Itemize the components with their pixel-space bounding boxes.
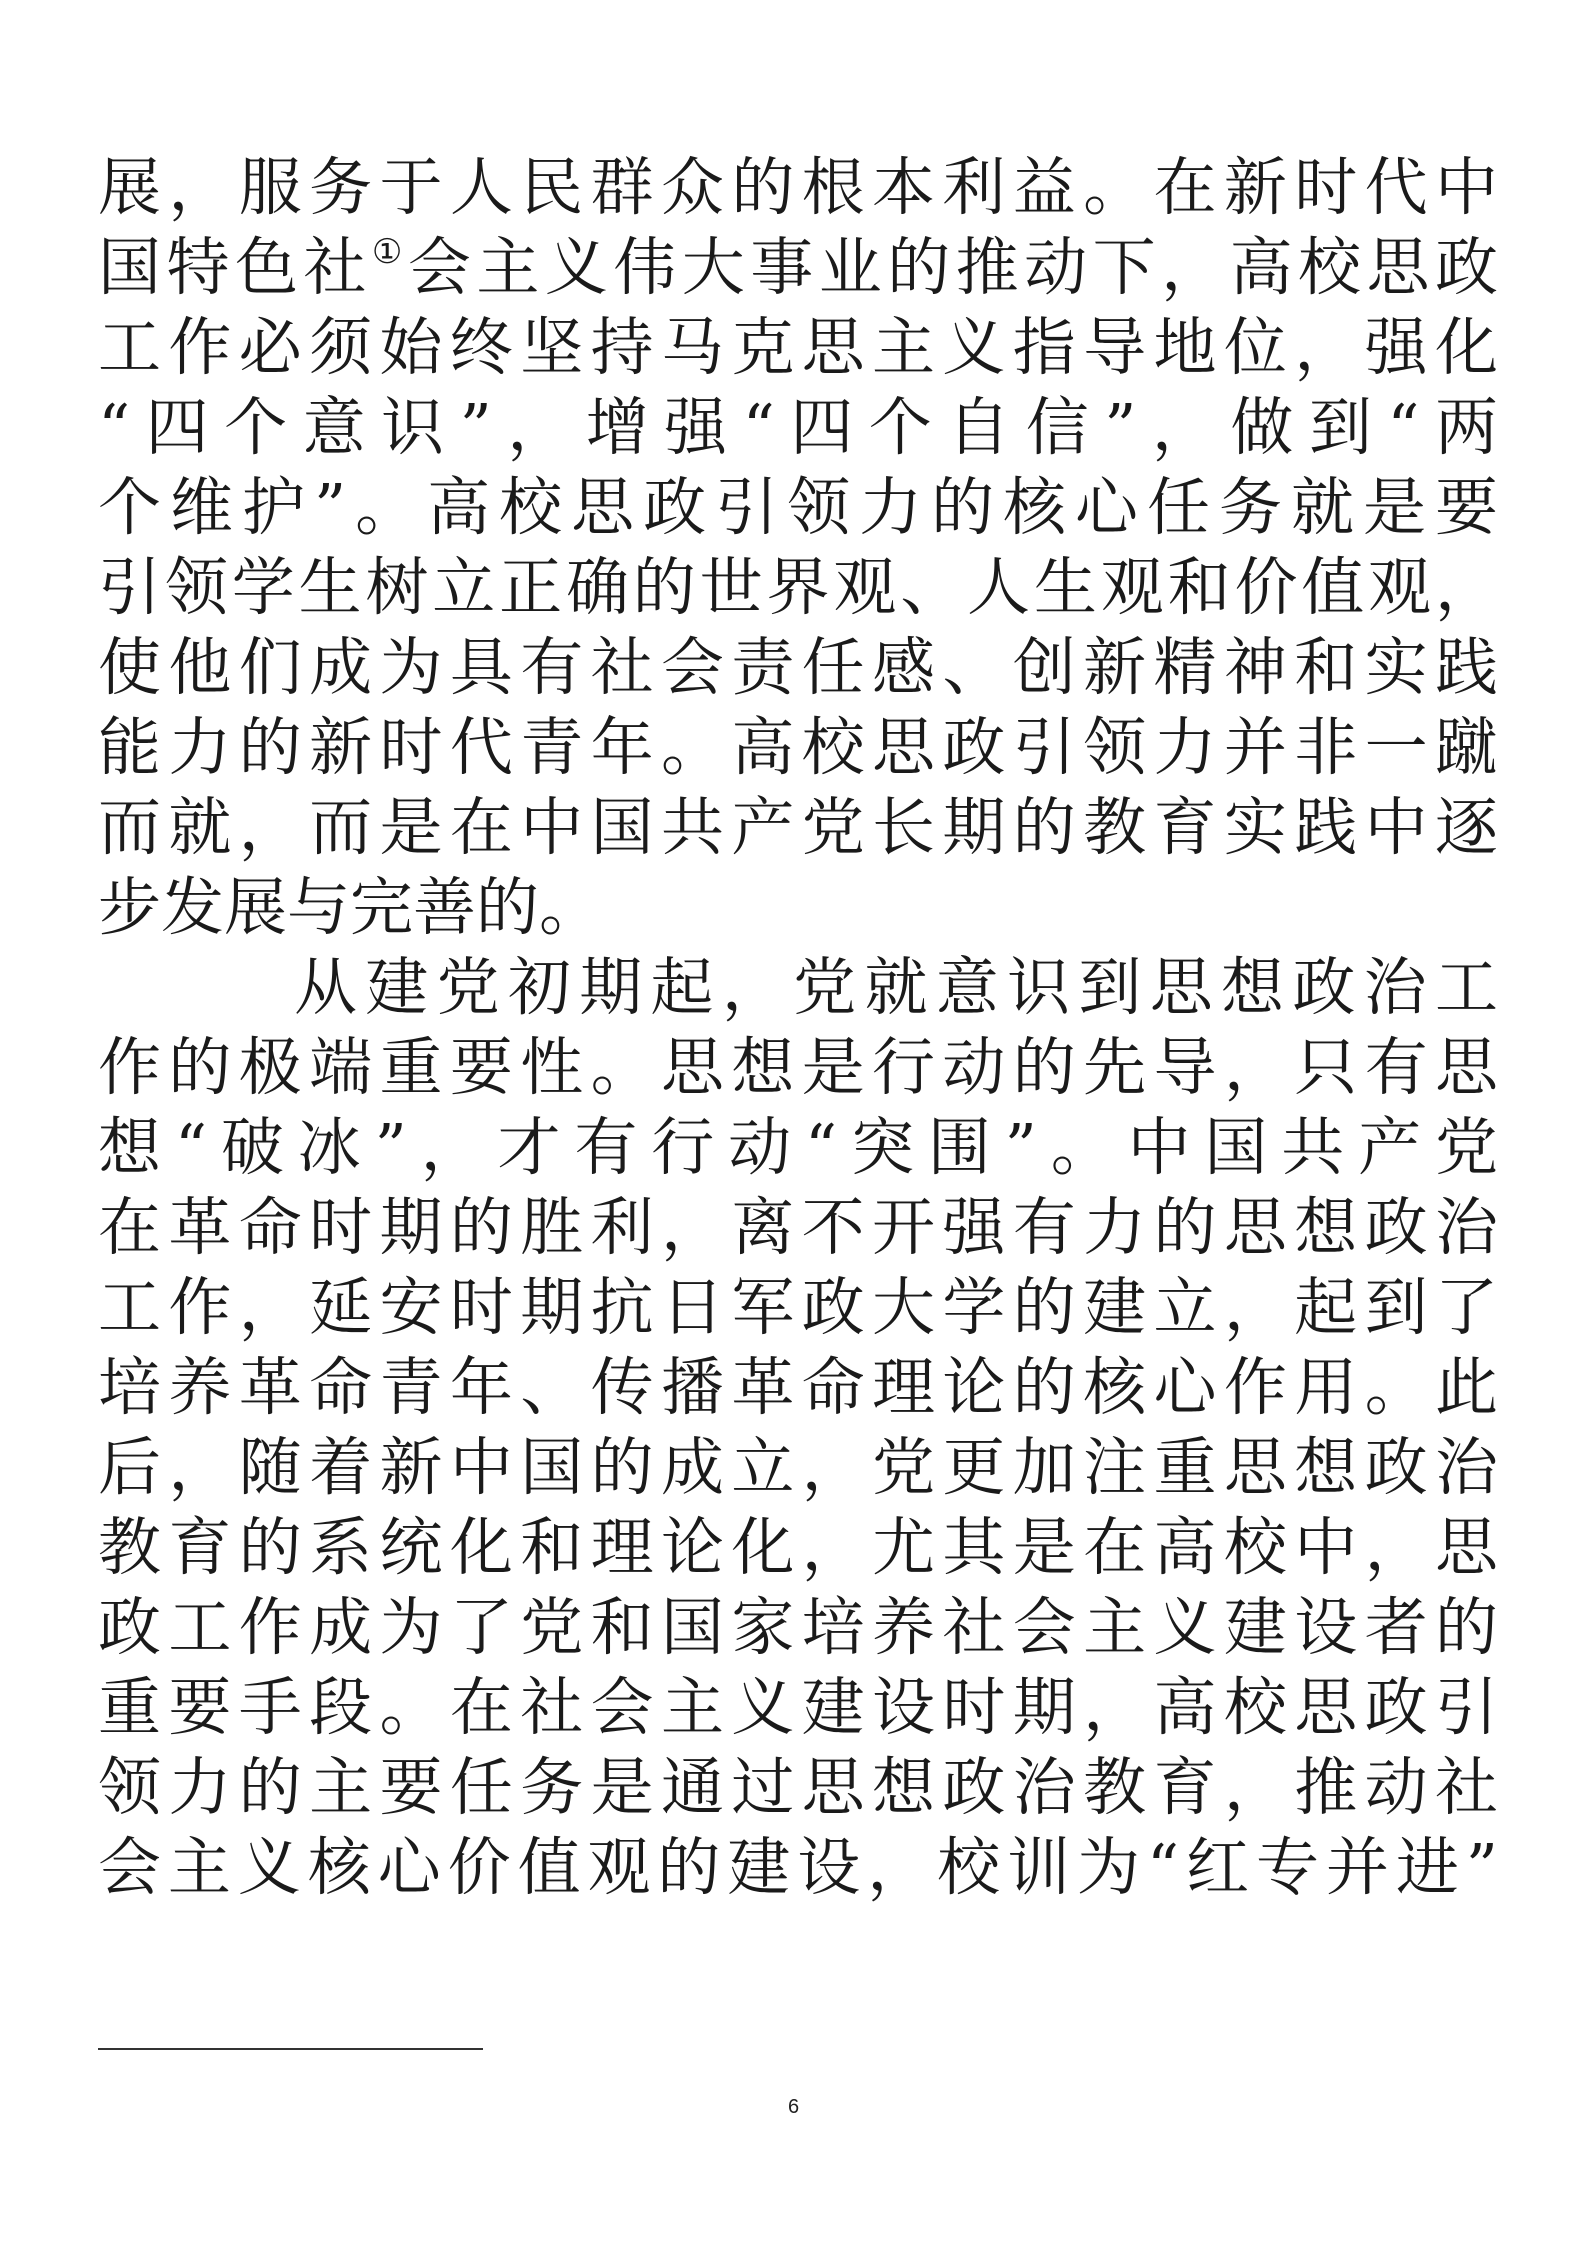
paragraph-1-line-4: “四个意识”，增强“四个自信”，做到“两 bbox=[98, 391, 1498, 464]
paragraph-1-line-6: 引领学生树立正确的世界观、人生观和价值观， bbox=[98, 551, 1498, 624]
paragraph-1-line-1: 展，服务于人民群众的根本利益。在新时代中 bbox=[98, 151, 1498, 224]
paragraph-1-line-9: 而就，而是在中国共产党长期的教育实践中逐 bbox=[98, 791, 1498, 864]
page-number: 6 bbox=[787, 2096, 800, 2118]
paragraph-2-line-6: 培养革命青年、传播革命理论的核心作用。此 bbox=[98, 1351, 1498, 1424]
paragraph-2-line-2: 作的极端重要性。思想是行动的先导，只有思 bbox=[98, 1031, 1498, 1104]
footnote-separator bbox=[98, 2048, 483, 2050]
paragraph-2-line-12: 会主义核心价值观的建设，校训为“红专并进” bbox=[98, 1831, 1498, 1904]
paragraph-2-line-10: 重要手段。在社会主义建设时期，高校思政引 bbox=[98, 1671, 1498, 1744]
paragraph-2-line-1: 从建党初期起，党就意识到思想政治工 bbox=[294, 951, 1498, 1024]
paragraph-2-line-8: 教育的系统化和理论化，尤其是在高校中，思 bbox=[98, 1511, 1498, 1584]
paragraph-1-line-3: 工作必须始终坚持马克思主义指导地位，强化 bbox=[98, 311, 1498, 384]
paragraph-1-line-8: 能力的新时代青年。高校思政引领力并非一蹴 bbox=[98, 711, 1498, 784]
body-text bbox=[98, 148, 1498, 1908]
text-segment: 会主义伟大事业的推动下，高校思政 bbox=[407, 231, 1499, 304]
paragraph-1-line-2 bbox=[98, 228, 1498, 308]
paragraph-1-line-10: 步发展与完善的。 bbox=[98, 871, 602, 944]
text-segment: 国特色社 bbox=[98, 231, 372, 304]
paragraph-2-line-9: 政工作成为了党和国家培养社会主义建设者的 bbox=[98, 1591, 1498, 1664]
paragraph-2-line-5: 工作，延安时期抗日军政大学的建立，起到了 bbox=[98, 1271, 1498, 1344]
paragraph-2-line-4: 在革命时期的胜利，离不开强有力的思想政治 bbox=[98, 1191, 1498, 1264]
paragraph-2-line-3: 想“破冰”，才有行动“突围”。中国共产党 bbox=[98, 1111, 1498, 1184]
footnote-marker: ① bbox=[371, 232, 408, 272]
paragraph-1-line-7: 使他们成为具有社会责任感、创新精神和实践 bbox=[98, 631, 1498, 704]
paragraph-1-line-5: 个维护”。高校思政引领力的核心任务就是要 bbox=[98, 471, 1498, 544]
paragraph-2-line-7: 后，随着新中国的成立，党更加注重思想政治 bbox=[98, 1431, 1498, 1504]
paragraph-2-line-11: 领力的主要任务是通过思想政治教育，推动社 bbox=[98, 1751, 1498, 1824]
